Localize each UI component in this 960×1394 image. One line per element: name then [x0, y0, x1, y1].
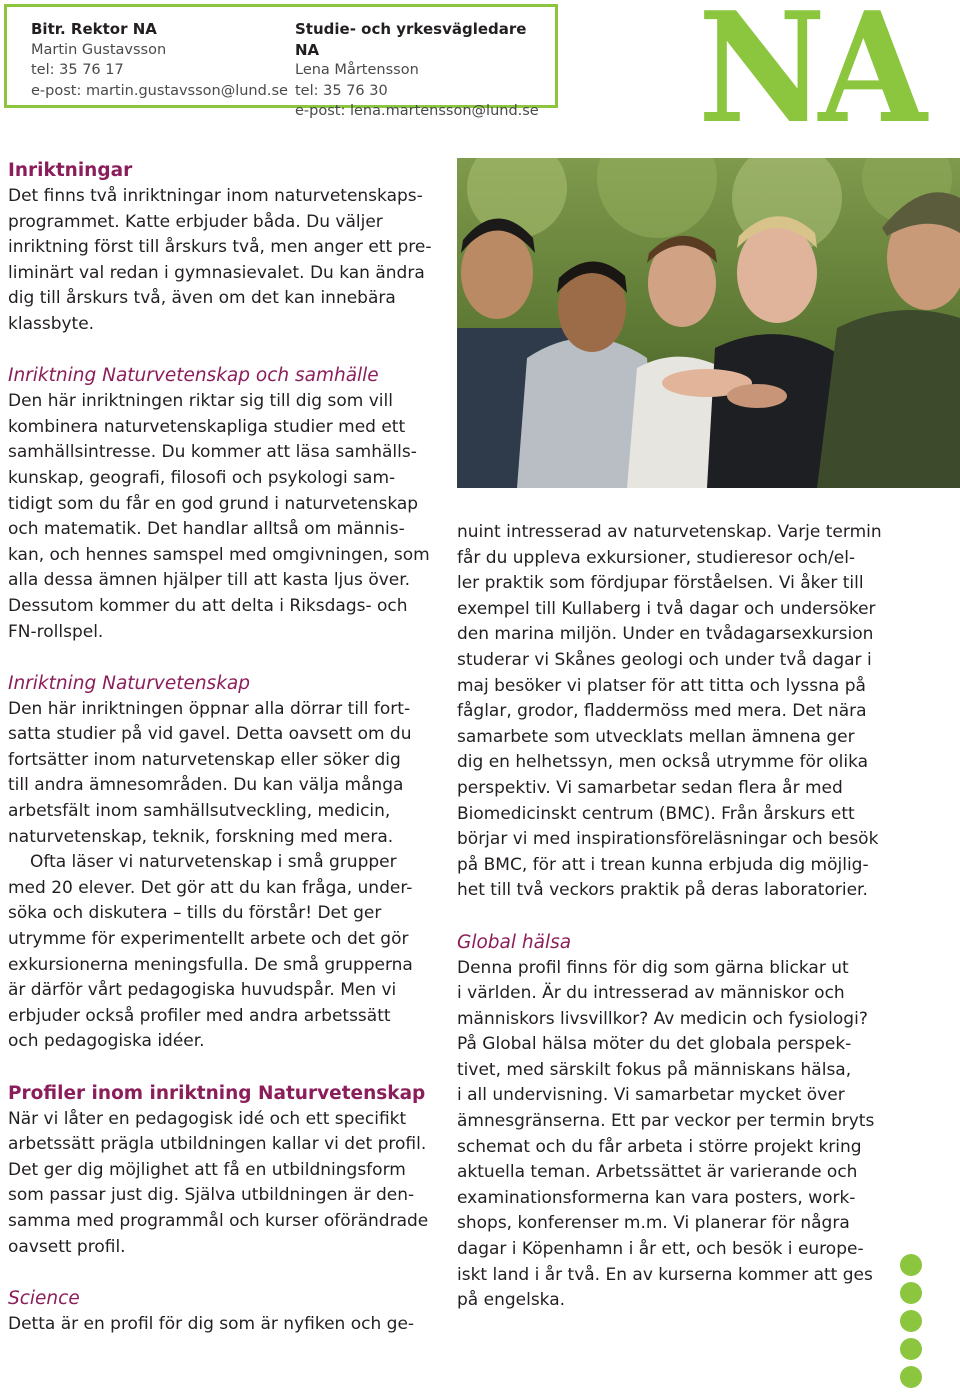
dot-icon [900, 1254, 922, 1276]
samhalle-text: Den här inriktningen riktar sig till dig som vill kombinera naturvetenskapliga studier med ett samhällsintresse. Du kommer att läsa samhälls- kunskap, geografi, filosofi och psykologi sam- tidigt som du får en god grund i naturvetenskap och matematik. Det handlar alltså om männis- kan, och hennes samspel med omgivningen, som alla dessa ämnen hjälper till att kasta ljus över. Dessutom kommer du att delta i Riksdags- och FN-rollspel. [8, 391, 430, 642]
heading-naturvetenskap: Inriktning Naturvetenskap [8, 672, 250, 694]
dot-icon [900, 1338, 922, 1360]
contact-name: Martin Gustavsson [31, 41, 167, 58]
contact-phone: tel: 35 76 30 [295, 82, 388, 99]
heading-science: Science [8, 1287, 80, 1309]
dot-icon [900, 1366, 922, 1388]
dot-icon [900, 1282, 922, 1304]
contact-role: Studie- och yrkesvägledare NA [295, 20, 527, 59]
heading-inriktningar: Inriktningar [8, 160, 133, 181]
heading-profiler: Profiler inom inriktning Naturvetenskap [8, 1082, 426, 1104]
decorative-dots [900, 1254, 926, 1394]
contact-phone: tel: 35 76 17 [31, 62, 124, 78]
contact-vagledare [295, 19, 555, 122]
contact-box [4, 4, 558, 119]
students-photo [457, 158, 960, 488]
contact-rektor [31, 19, 288, 101]
dot-icon [900, 1310, 922, 1332]
contact-email: e-post: lena.martensson@lund.se [295, 103, 539, 119]
science-text-continued: nuint intresserad av naturvetenskap. Varje termin får du uppleva exkursioner, studieresor och/el- ler praktik som fördjupar förståelsen. Vi åker till exempel till Kullaberg i två dagar och undersöker den marina miljön. Under en tvådagarsexkursion studerar vi Skånes geologi och under två dagar i maj besöker vi platser för att titta och lyssna på fåglar, grodor, fladdermöss med mera. Det nära samarbete som utvecklats mellan ämnena ger dig en helhetssyn, men också utrymme för olika perspektiv. Vi samarbetar sedan flera år med Biomedicinskt centrum (BMC). Från årskurs ett börjar vi med inspirationsföreläsningar och besök på BMC, för att i trean kunna erbjuda dig möjlig- het till två veckors praktik på deras laboratorier. [457, 522, 882, 901]
program-logo: NA [698, 0, 920, 157]
contact-email: e-post: martin.gustavsson@lund.se [31, 82, 288, 99]
contact-name: Lena Mårtensson [295, 62, 419, 78]
science-text: Detta är en profil för dig som är nyfiken och ge- [8, 1313, 415, 1334]
contact-role: Bitr. Rektor NA [31, 20, 157, 38]
left-column [8, 158, 448, 1337]
profiler-text: När vi låter en pedagogisk idé och ett specifikt arbetssätt prägla utbildningen kallar vi det profil. Det ger dig möjlighet att få en utbildningsform som passar just dig. Själva utbildningen är den- samma med programmål och kurser oförändrade oavsett profil. [8, 1108, 429, 1257]
right-column [457, 520, 927, 1314]
global-halsa-text: Denna profil finns för dig som gärna blickar ut i världen. Är du intresserad av människor och människors livsvillkor? Av medicin och fysiologi? På Global hälsa möter du det globala perspek- tivet, med särskilt fokus på människans hälsa, i all undervisning. Vi samarbetar mycket över ämnesgränserna. Ett par veckor per termin bryts schemat och du får arbeta i större projekt kring aktuella teman. Arbetssättet är varierande och examinationsformerna kan vara posters, work- shops, konferenser m.m. Vi planerar för några dagar i Köpenhamn i år ett, och besök i europe- iskt land i år två. En av kurserna kommer att ges på engelska. [457, 957, 875, 1311]
heading-global-halsa: Global hälsa [457, 931, 572, 953]
heading-samhalle: Inriktning Naturvetenskap och samhälle [8, 365, 379, 387]
students-photo-image [457, 158, 960, 488]
inriktningar-text: Det finns två inriktningar inom naturvetenskaps- programmet. Katte erbjuder båda. Du väljer inriktning först till årskurs två, men anger ett pre- liminärt val redan i gymnasievalet. Du kan ändra dig till årskurs två, även om det kan innebära klassbyte. [8, 186, 432, 334]
naturvetenskap-text-2: Ofta läser vi naturvetenskap i små grupper med 20 elever. Det gör att du kan fråga, under- söka och diskutera – tills du förstår! Det ger utrymme för experimentellt arbete och det gör exkursionerna meningsfulla. De små grupperna är därför vårt pedagogiska huvudspår. Men vi erbjuder också profiler med andra arbetssätt och pedagogiska idéer. [8, 852, 413, 1052]
naturvetenskap-text: Den här inriktningen öppnar alla dörrar till fort- satta studier på vid gavel. Detta oavsett om du fortsätter inom naturvetenskap eller söker dig till andra ämnesområden. Du kan välja många arbetsfält inom samhällsutveckling, medicin, naturvetenskap, teknik, forskning med mera. [8, 698, 412, 847]
